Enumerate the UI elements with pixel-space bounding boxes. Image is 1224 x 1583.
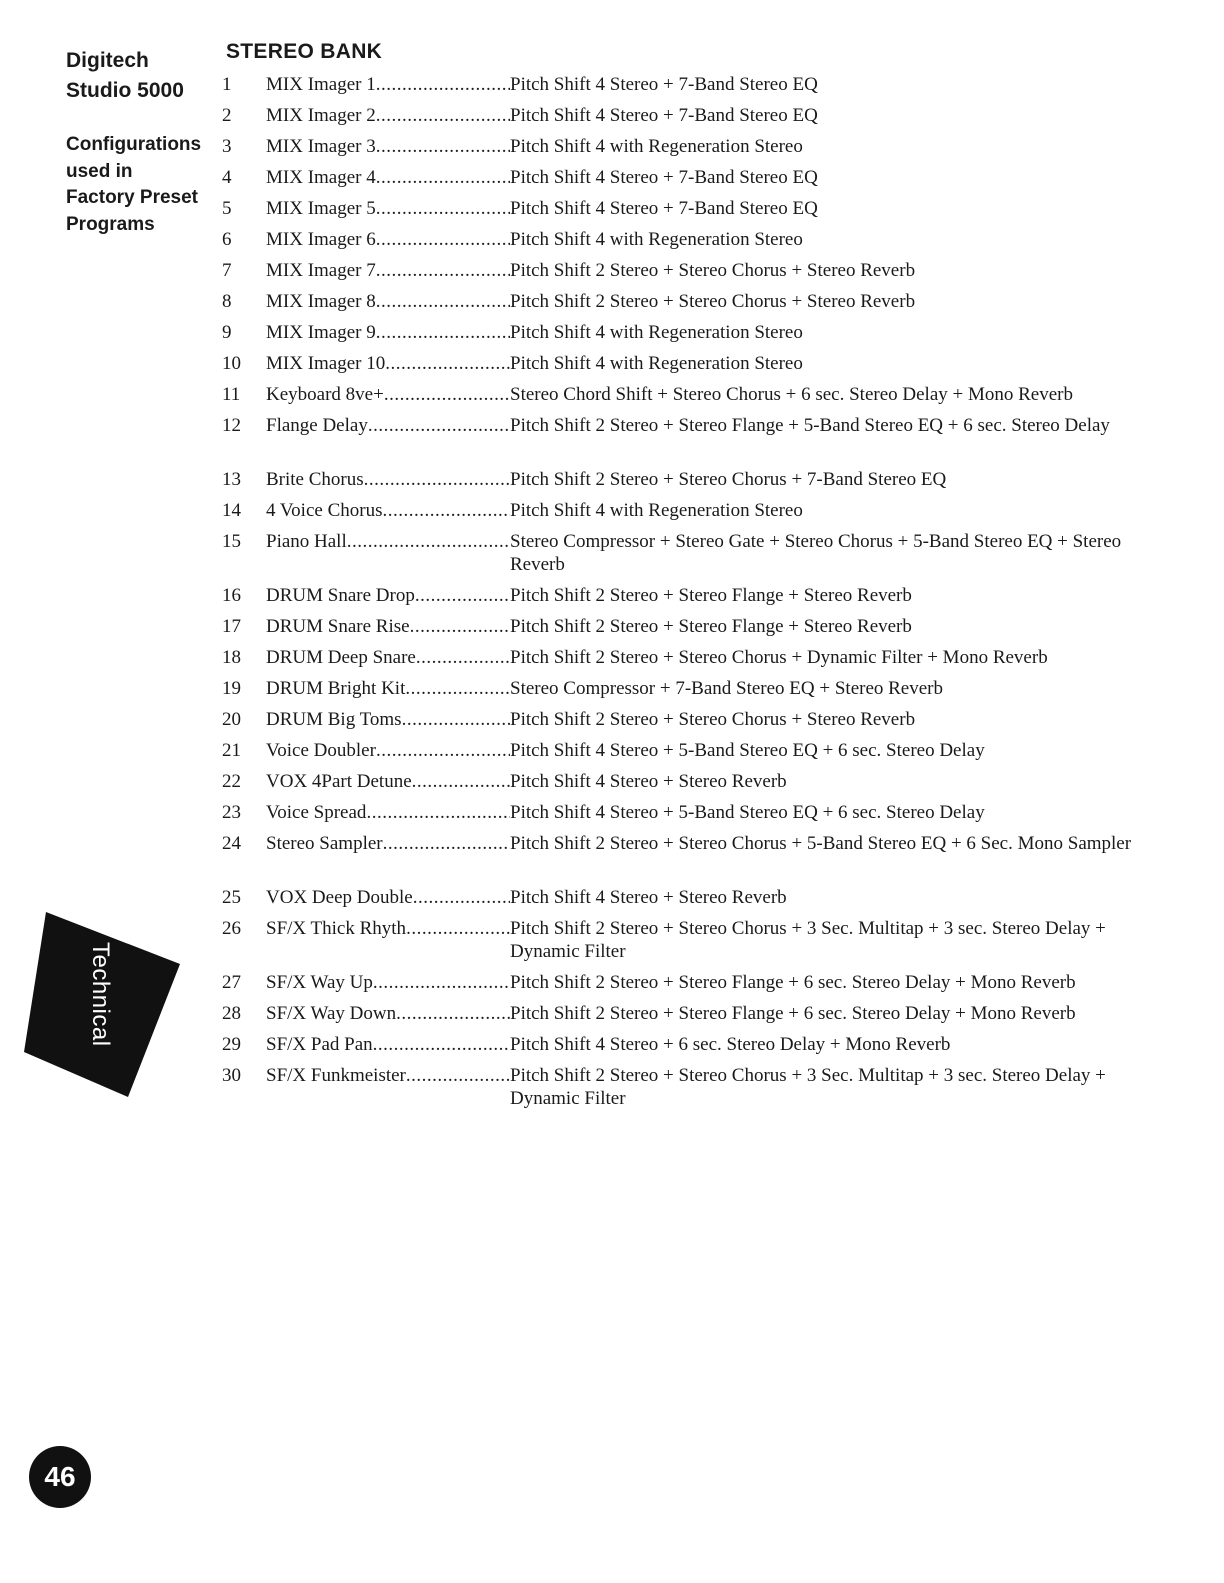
preset-row [222,1062,1182,1116]
preset-name: SF/X Thick Rhyth [266,918,407,939]
preset-configuration: Pitch Shift 4 Stereo + Stereo Reverb [510,887,787,908]
dot-leader [415,584,510,607]
dot-leader [406,917,510,940]
dot-leader [413,886,510,909]
preset-name-cell [266,1031,510,1056]
preset-number: 14 [222,500,241,521]
preset-row [222,497,1182,528]
preset-number: 15 [222,531,241,552]
dot-leader [376,739,510,762]
preset-name: MIX Imager 5 [266,198,376,219]
preset-name-cell [266,884,510,909]
preset-configuration: Pitch Shift 2 Stereo + Stereo Chorus + Stereo Reverb [510,260,916,281]
preset-name-cell [266,257,510,282]
preset-number: 5 [222,198,232,219]
preset-name: MIX Imager 7 [266,260,376,281]
preset-number: 3 [222,136,232,157]
preset-name: MIX Imager 2 [266,105,376,126]
preset-name-cell [266,1062,510,1087]
preset-row [222,768,1182,799]
preset-name: MIX Imager 9 [266,322,376,343]
preset-name-cell [266,226,510,251]
preset-number: 22 [222,771,241,792]
preset-configuration: Pitch Shift 2 Stereo + Stereo Flange + 6 sec. Stereo Delay + Mono Reverb [510,1003,1076,1024]
dot-leader [376,104,510,127]
dot-leader [368,414,510,437]
product-title-line-1: Digitech [66,49,149,72]
preset-name-cell [266,915,510,940]
preset-number: 30 [222,1065,241,1086]
dot-leader [383,832,510,855]
dot-leader [347,530,510,553]
preset-configuration: Pitch Shift 4 Stereo + 7-Band Stereo EQ [510,198,818,219]
dot-leader [376,73,510,96]
preset-number: 23 [222,802,241,823]
preset-row [222,319,1182,350]
preset-name: Keyboard 8ve+ [266,384,384,405]
preset-configuration: Stereo Compressor + Stereo Gate + Stereo Chorus + 5-Band Stereo EQ + Stereo Reverb [510,531,1122,575]
dot-leader [385,352,510,375]
preset-row [222,706,1182,737]
preset-name: VOX Deep Double [266,887,413,908]
preset-configuration: Pitch Shift 2 Stereo + Stereo Chorus + Stereo Reverb [510,709,916,730]
dot-leader [376,197,510,220]
preset-row [222,288,1182,319]
preset-configuration: Pitch Shift 4 with Regeneration Stereo [510,229,803,250]
section-heading-line-2: used in [66,160,133,182]
preset-name: MIX Imager 6 [266,229,376,250]
dot-leader [373,971,510,994]
preset-name-cell [266,164,510,189]
preset-number: 28 [222,1003,241,1024]
dot-leader [412,770,510,793]
preset-number: 17 [222,616,241,637]
preset-row [222,466,1182,497]
preset-number: 20 [222,709,241,730]
preset-configuration: Pitch Shift 4 Stereo + Stereo Reverb [510,771,787,792]
preset-row [222,675,1182,706]
sidebar [66,46,216,238]
preset-name-cell [266,412,510,437]
preset-number: 27 [222,972,241,993]
preset-row [222,1031,1182,1062]
preset-configuration: Pitch Shift 4 Stereo + 7-Band Stereo EQ [510,167,818,188]
preset-configuration: Stereo Chord Shift + Stereo Chorus + 6 sec. Stereo Delay + Mono Reverb [510,384,1073,405]
preset-name: DRUM Big Toms [266,709,402,730]
section-heading-line-3: Factory Preset [66,187,199,208]
section-heading [66,132,216,238]
preset-row [222,915,1182,969]
preset-name: SF/X Pad Pan [266,1034,373,1055]
preset-number: 9 [222,322,232,343]
dot-leader [406,1064,510,1087]
preset-name: SF/X Way Down [266,1003,397,1024]
preset-name: DRUM Deep Snare [266,647,416,668]
preset-configuration: Pitch Shift 4 Stereo + 7-Band Stereo EQ [510,105,818,126]
preset-name: Piano Hall [266,531,347,552]
dot-leader [384,383,510,406]
preset-name-cell [266,799,510,824]
preset-row [222,257,1182,288]
preset-row [222,644,1182,675]
preset-name: DRUM Snare Drop [266,585,415,606]
preset-number: 24 [222,833,241,854]
preset-row [222,133,1182,164]
preset-configuration: Pitch Shift 2 Stereo + Stereo Flange + 6 sec. Stereo Delay + Mono Reverb [510,972,1076,993]
preset-row [222,737,1182,768]
preset-name-cell [266,133,510,158]
preset-name: VOX 4Part Detune [266,771,412,792]
preset-name-cell [266,102,510,127]
dot-leader [366,801,510,824]
preset-row [222,969,1182,1000]
preset-configuration: Pitch Shift 4 with Regeneration Stereo [510,500,803,521]
dot-leader [373,1033,510,1056]
preset-name: MIX Imager 10 [266,353,386,374]
preset-number: 2 [222,105,232,126]
dot-leader [405,677,510,700]
preset-name: MIX Imager 4 [266,167,376,188]
preset-number: 8 [222,291,232,312]
preset-name-cell [266,381,510,406]
dot-leader [376,259,510,282]
preset-configuration: Pitch Shift 4 Stereo + 6 sec. Stereo Delay + Mono Reverb [510,1034,951,1055]
section-heading-line-1: Configurations [66,134,202,155]
preset-row [222,582,1182,613]
preset-list [222,71,1182,1116]
bank-title: STEREO BANK [226,40,383,63]
preset-configuration: Pitch Shift 4 with Regeneration Stereo [510,136,803,157]
preset-number: 16 [222,585,241,606]
preset-number: 19 [222,678,241,699]
preset-configuration: Stereo Compressor + 7-Band Stereo EQ + Stereo Reverb [510,678,944,699]
preset-row [222,412,1182,466]
preset-name-cell [266,71,510,96]
preset-name: MIX Imager 8 [266,291,376,312]
preset-configuration: Pitch Shift 4 Stereo + 5-Band Stereo EQ + 6 sec. Stereo Delay [510,802,985,823]
preset-row [222,226,1182,257]
preset-configuration: Pitch Shift 4 Stereo + 7-Band Stereo EQ [510,74,818,95]
dot-leader [376,228,510,251]
preset-name-cell [266,768,510,793]
product-title-line-2: Studio 5000 [66,79,184,102]
preset-name-cell [266,288,510,313]
preset-row [222,195,1182,226]
preset-configuration: Pitch Shift 2 Stereo + Stereo Flange + Stereo Reverb [510,616,912,637]
preset-name: DRUM Bright Kit [266,678,406,699]
preset-configuration: Pitch Shift 2 Stereo + Stereo Chorus + 5-Band Stereo EQ + 6 Sec. Mono Sampler [510,833,1132,854]
preset-name: Brite Chorus [266,469,364,490]
preset-row [222,799,1182,830]
preset-configuration: Pitch Shift 2 Stereo + Stereo Chorus + Dynamic Filter + Mono Reverb [510,647,1048,668]
preset-configuration: Pitch Shift 2 Stereo + Stereo Chorus + Stereo Reverb [510,291,916,312]
dot-leader [410,615,510,638]
preset-row [222,830,1182,884]
preset-number: 10 [222,353,241,374]
dot-leader [376,135,510,158]
preset-configuration: Pitch Shift 4 with Regeneration Stereo [510,322,803,343]
preset-name-cell [266,497,510,522]
dot-leader [416,646,510,669]
preset-name-cell [266,528,510,553]
preset-row [222,164,1182,195]
product-title [66,46,216,106]
preset-name: Voice Doubler [266,740,376,761]
preset-name-cell [266,613,510,638]
preset-number: 1 [222,74,232,95]
preset-name-cell [266,644,510,669]
preset-name-cell [266,466,510,491]
page-number: 46 [29,1446,91,1508]
section-tab [24,912,184,1102]
preset-row [222,71,1182,102]
preset-number: 26 [222,918,241,939]
dot-leader [402,708,510,731]
preset-configuration: Pitch Shift 2 Stereo + Stereo Flange + 5-Band Stereo EQ + 6 sec. Stereo Delay [510,415,1110,436]
preset-number: 7 [222,260,232,281]
dot-leader [396,1002,510,1025]
preset-row [222,1000,1182,1031]
preset-name-cell [266,675,510,700]
preset-configuration: Pitch Shift 2 Stereo + Stereo Chorus + 3 Sec. Multitap + 3 sec. Stereo Delay + Dynamic Filter [510,918,1106,962]
preset-name: 4 Voice Chorus [266,500,383,521]
preset-number: 25 [222,887,241,908]
preset-row [222,350,1182,381]
preset-name-cell [266,1000,510,1025]
preset-configuration: Pitch Shift 2 Stereo + Stereo Chorus + 3 Sec. Multitap + 3 sec. Stereo Delay + Dynamic Filter [510,1065,1106,1109]
preset-name: MIX Imager 1 [266,74,376,95]
preset-number: 4 [222,167,232,188]
preset-number: 12 [222,415,241,436]
dot-leader [376,290,510,313]
dot-leader [376,166,510,189]
preset-configuration: Pitch Shift 2 Stereo + Stereo Chorus + 7-Band Stereo EQ [510,469,947,490]
dot-leader [364,468,510,491]
preset-number: 6 [222,229,232,250]
preset-name-cell [266,195,510,220]
preset-name-cell [266,582,510,607]
preset-name-cell [266,737,510,762]
preset-number: 11 [222,384,241,405]
dot-leader [376,321,510,344]
preset-row [222,102,1182,133]
preset-name-cell [266,350,510,375]
preset-name-cell [266,969,510,994]
preset-name-cell [266,706,510,731]
preset-configuration: Pitch Shift 4 with Regeneration Stereo [510,353,803,374]
preset-configuration: Pitch Shift 4 Stereo + 5-Band Stereo EQ + 6 sec. Stereo Delay [510,740,985,761]
preset-name: SF/X Funkmeister [266,1065,406,1086]
preset-row [222,613,1182,644]
preset-row [222,381,1182,412]
preset-row [222,884,1182,915]
preset-number: 29 [222,1034,241,1055]
preset-number: 21 [222,740,241,761]
section-heading-line-4: Programs [66,213,155,235]
preset-name-cell [266,830,510,855]
preset-name: MIX Imager 3 [266,136,376,157]
preset-name: Stereo Sampler [266,833,383,854]
dot-leader [382,499,510,522]
preset-name: Voice Spread [266,802,367,823]
preset-number: 13 [222,469,241,490]
section-tab-label: Technical [87,942,114,1047]
preset-row [222,528,1182,582]
preset-name: SF/X Way Up [266,972,373,993]
preset-name: Flange Delay [266,415,368,436]
preset-name-cell [266,319,510,344]
preset-configuration: Pitch Shift 2 Stereo + Stereo Flange + Stereo Reverb [510,585,912,606]
preset-name: DRUM Snare Rise [266,616,410,637]
preset-number: 18 [222,647,241,668]
